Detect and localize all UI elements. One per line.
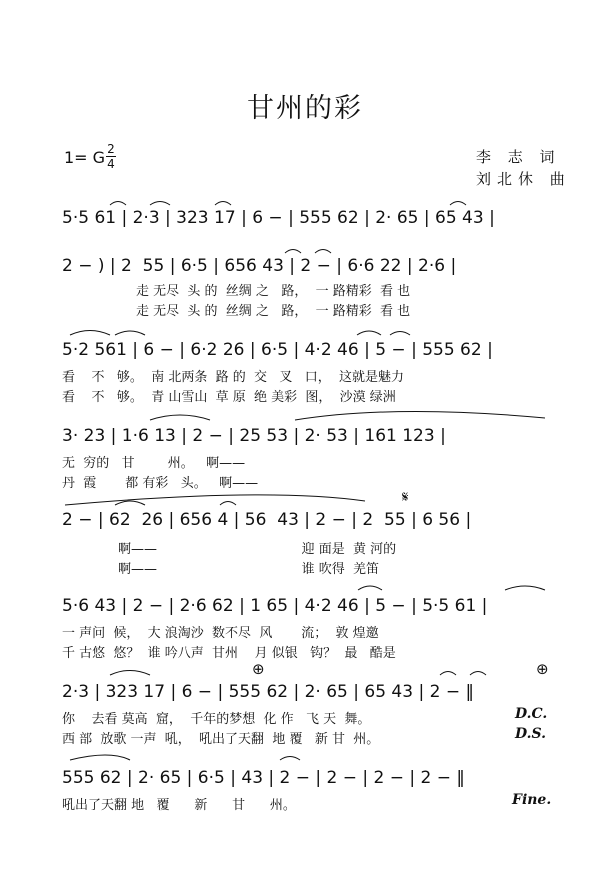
lyrics-line-5a: 啊—— 迎 面是 黄 河的 — [118, 542, 397, 557]
lyricist-credit: 李 志 词 — [476, 148, 561, 166]
notation-line-3: 5·2 561 | 6 − | 6·2 26 | 6·5 | 4·2 46 | 5 − | 555 62 | — [62, 340, 493, 360]
meter-bottom: 4 — [107, 157, 115, 171]
lyrics-line-4b: 丹 霞 都 有彩 头。 啊—— — [62, 476, 259, 491]
notation-line-6: 5·6 43 | 2 − | 2·6 62 | 1 65 | 4·2 46 | 5 − | 5·5 61 | — [62, 596, 488, 616]
lyrics-line-8a: 吼出了天翻 地 覆 新 甘 州。 — [62, 798, 296, 813]
notation-line-7: 2·3 | 323 17 | 6 − | 555 62 | 2· 65 | 65 43 | 2 − ‖ — [62, 682, 474, 702]
dc-marking: D.C. — [515, 706, 548, 722]
notation-line-5: 2 − | 62 26 | 656 4 | 56 43 | 2 − | 2 55 | 6 56 | — [62, 510, 472, 530]
lyrics-line-3a: 看 不 够。 南 北两条 路 的 交 叉 口， 这就是魅力 — [62, 370, 405, 385]
notation-line-8: 555 62 | 2· 65 | 6·5 | 43 | 2 − | 2 − | 2 − | 2 − ‖ — [62, 768, 465, 788]
composer-credit: 刘北休 曲 — [476, 170, 571, 188]
coda-sign-end: ⊕ — [536, 660, 549, 678]
lyrics-line-2a: 走 无尽 头 的 丝绸 之 路， 一 路精彩 看 也 — [136, 284, 411, 299]
lyrics-line-4a: 无 穷的 甘 州。 啊—— — [62, 456, 246, 471]
notation-line-1: 5·5 61 | 2·3 | 323 17 | 6 − | 555 62 | 2· 65 | 65 43 | — [62, 208, 495, 228]
lyrics-line-6b: 千 古悠 悠？ 谁 吟八声 甘州 月 似银 钩？ 最 酷是 — [62, 646, 396, 661]
lyrics-line-7a: 你 去看 莫高 窟， 千年的梦想 化 作 飞 天 舞。 — [62, 712, 371, 727]
segno-sign: 𝄋 — [402, 488, 409, 506]
fine-marking: Fine. — [512, 792, 552, 808]
coda-sign: ⊕ — [252, 660, 265, 678]
lyrics-line-5b: 啊—— 谁 吹得 羌笛 — [118, 562, 380, 577]
notation-line-2: 2 − ) | 2 55 | 6·5 | 656 43 | 2 − | 6·6 22 | 2·6 | — [62, 256, 457, 276]
lyrics-line-3b: 看 不 够。 青 山雪山 草 原 绝 美彩 图， 沙漠 绿洲 — [62, 390, 396, 405]
lyrics-line-2b: 走 无尽 头 的 丝绸 之 路， 一 路精彩 看 也 — [136, 304, 411, 319]
song-title: 甘州的彩 — [247, 93, 363, 124]
lyrics-line-7b: 西 部 放歌 一声 吼， 吼出了天翻 地 覆 新 甘 州。 — [62, 732, 380, 747]
meter-top: 2 — [107, 142, 115, 156]
key-signature: 1= G — [64, 148, 106, 167]
notation-line-4: 3· 23 | 1·6 13 | 2 − | 25 53 | 2· 53 | 161 123 | — [62, 426, 446, 446]
lyrics-line-6a: 一 声问 候， 大 浪淘沙 数不尽 风 流； 敦 煌邀 — [62, 626, 379, 641]
ds-marking: D.S. — [515, 726, 547, 742]
